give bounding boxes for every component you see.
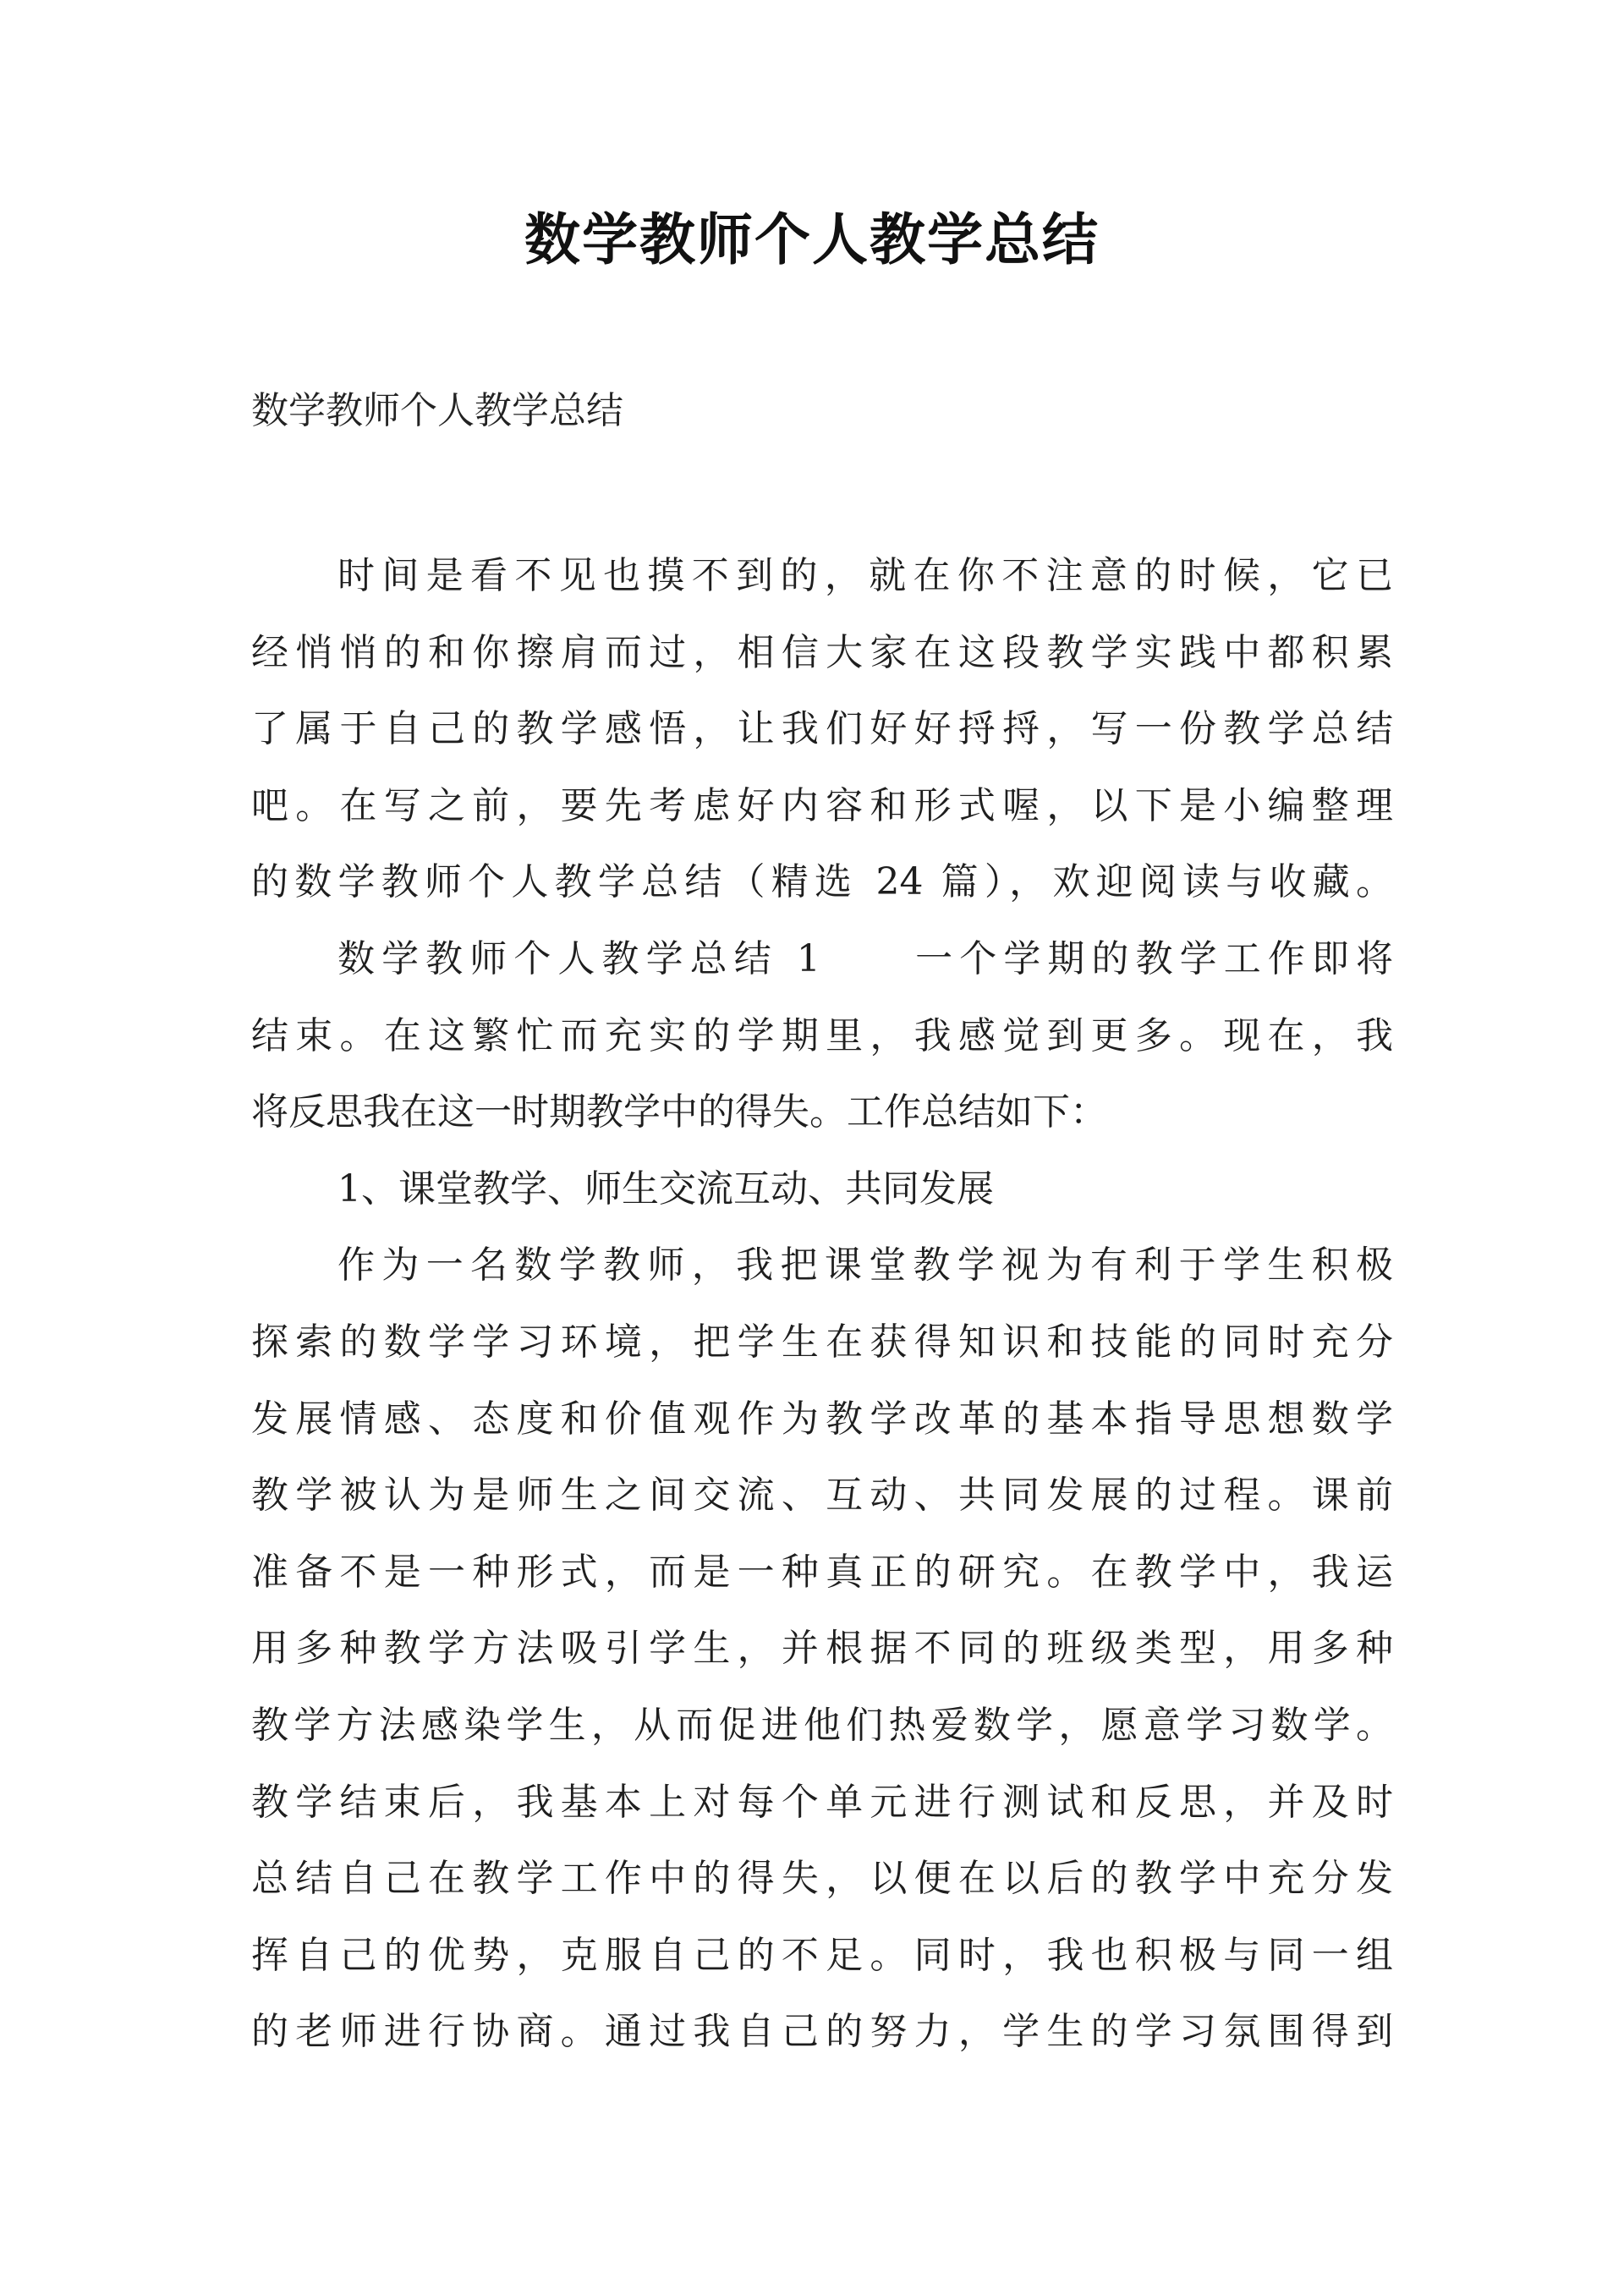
paragraph-line: 数学教师个人教学总结 1 一个学期的教学工作即将	[337, 936, 1393, 980]
document-body	[251, 538, 1393, 2071]
document-subtitle: 数学教师个人教学总结	[251, 389, 623, 432]
section-heading: 1、课堂教学、师生交流互动、共同发展	[337, 1167, 994, 1211]
paragraph-line: 教学被认为是师生之间交流、互动、共同发展的过程。课前	[251, 1474, 1393, 1518]
paragraph-line: 将反思我在这一时期教学中的得失。工作总结如下：	[251, 1090, 1107, 1134]
paragraph-line: 准备不是一种形式，而是一种真正的研究。在教学中，我运	[251, 1550, 1393, 1594]
paragraph-line: 时间是看不见也摸不到的，就在你不注意的时候，它已	[337, 554, 1393, 597]
paragraph-line: 了属于自己的教学感悟，让我们好好捋捋，写一份教学总结	[251, 707, 1393, 751]
document-title: 数学教师个人教学总结	[524, 206, 1100, 272]
paragraph-line: 的数学教师个人教学总结（精选 24 篇），欢迎阅读与收藏。	[251, 860, 1393, 904]
paragraph-line: 探索的数学学习环境，把学生在获得知识和技能的同时充分	[251, 1320, 1393, 1364]
paragraph-line: 发展情感、态度和价值观作为教学改革的基本指导思想数学	[251, 1397, 1393, 1441]
paragraph-line: 的老师进行协商。通过我自己的努力，学生的学习氛围得到	[251, 2010, 1393, 2054]
paragraph-line: 用多种教学方法吸引学生，并根据不同的班级类型，用多种	[251, 1627, 1393, 1671]
paragraph-line: 作为一名数学教师，我把课堂教学视为有利于学生积极	[337, 1244, 1393, 1288]
paragraph-line: 教学结束后，我基本上对每个单元进行测试和反思，并及时	[251, 1780, 1393, 1824]
paragraph-line: 教学方法感染学生，从而促进他们热爱数学，愿意学习数学。	[251, 1703, 1393, 1747]
paragraph-line: 吧。在写之前，要先考虑好内容和形式喔，以下是小编整理	[251, 783, 1393, 827]
paragraph-line: 总结自己在教学工作中的得失，以便在以后的教学中充分发	[251, 1857, 1393, 1901]
paragraph-line: 结束。在这繁忙而充实的学期里，我感觉到更多。现在，我	[251, 1013, 1393, 1057]
paragraph-line: 经悄悄的和你擦肩而过，相信大家在这段教学实践中都积累	[251, 630, 1393, 674]
paragraph-line: 挥自己的优势，克服自己的不足。同时，我也积极与同一组	[251, 1933, 1393, 1977]
